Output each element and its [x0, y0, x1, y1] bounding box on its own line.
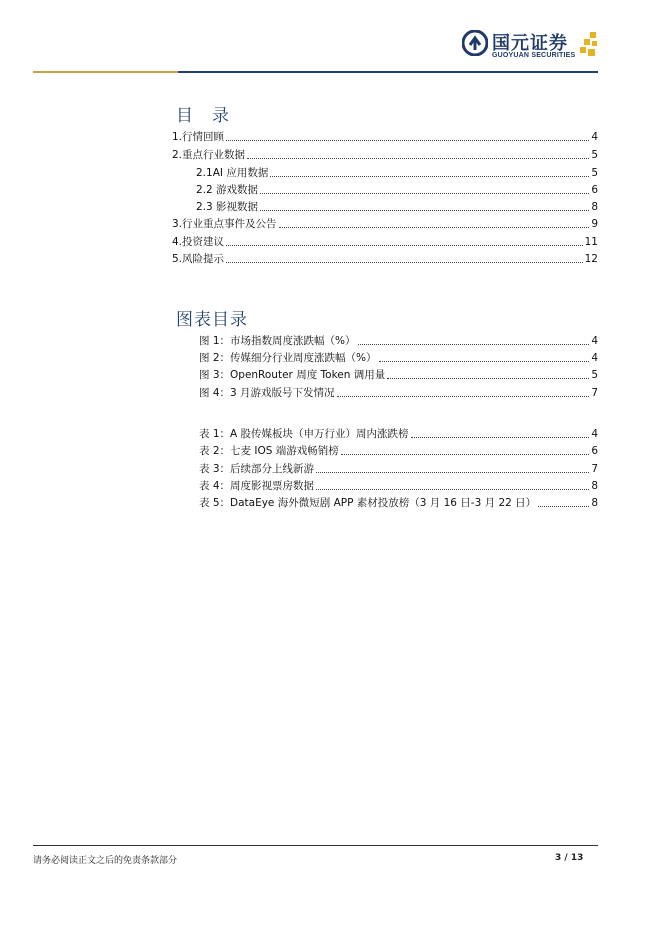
header-divider: [33, 71, 598, 73]
toc-leader: [411, 437, 590, 438]
figure-toc-item[interactable]: [199, 386, 598, 400]
toc-item[interactable]: [196, 166, 598, 180]
figure-label: 图 2：传媒细分行业周度涨跌幅（%）: [199, 352, 377, 364]
table-page: 4: [591, 428, 598, 440]
toc-leader: [260, 193, 589, 194]
toc-leader: [538, 506, 589, 507]
table-toc-item[interactable]: [199, 444, 598, 458]
table-page: 8: [591, 497, 598, 509]
toc-item-page: 6: [591, 184, 598, 196]
toc-item-label: 1.行情回顾: [172, 131, 225, 143]
table-label: 表 4：周度影视票房数据: [199, 480, 315, 492]
toc-item-page: 8: [591, 201, 598, 213]
toc-item-label: 5.风险提示: [172, 253, 225, 265]
toc-item[interactable]: [172, 217, 598, 231]
company-logo: [462, 28, 602, 66]
toc-item-page: 11: [584, 236, 598, 248]
table-page: 6: [591, 445, 598, 457]
table-toc-item[interactable]: [199, 496, 598, 510]
toc-leader: [316, 472, 589, 473]
figure-toc-item[interactable]: [199, 368, 598, 382]
toc-item-page: 5: [591, 167, 598, 179]
figure-label: 图 1：市场指数周度涨跌幅（%）: [199, 335, 356, 347]
toc-title: 目 录: [176, 106, 230, 126]
toc-item-page: 5: [591, 149, 598, 161]
table-label: 表 2：七麦 IOS 端游戏畅销榜: [199, 445, 339, 457]
table-toc-item[interactable]: [199, 427, 598, 441]
table-toc-item[interactable]: [199, 479, 598, 493]
toc-leader: [247, 158, 589, 159]
toc-leader: [279, 227, 590, 228]
toc-item[interactable]: [196, 200, 598, 214]
logo-english-name: GUOYUAN SECURITIES: [492, 52, 576, 59]
footer-divider: [33, 845, 598, 846]
toc-leader: [337, 396, 590, 397]
toc-leader: [341, 454, 590, 455]
toc-item-label: 2.重点行业数据: [172, 149, 246, 161]
toc-leader: [379, 361, 590, 362]
toc-item-label: 2.1AI 应用数据: [196, 167, 269, 179]
gold-squares-icon: [580, 32, 600, 58]
toc-item[interactable]: [172, 235, 598, 249]
toc-item-label: 3.行业重点事件及公告: [172, 218, 277, 230]
figure-toc-item[interactable]: [199, 351, 598, 365]
table-label: 表 3：后续部分上线新游: [199, 463, 315, 475]
figure-page: 4: [591, 352, 598, 364]
figure-page: 7: [591, 387, 598, 399]
toc-item-label: 2.2 游戏数据: [196, 184, 259, 196]
toc-leader: [387, 378, 589, 379]
figure-page: 5: [591, 369, 598, 381]
toc-leader: [358, 344, 590, 345]
toc-item-page: 4: [591, 131, 598, 143]
toc-item[interactable]: [196, 183, 598, 197]
table-toc-item[interactable]: [199, 462, 598, 476]
toc-item-page: 12: [584, 253, 598, 265]
toc-item-label: 2.3 影视数据: [196, 201, 259, 213]
figure-toc-item[interactable]: [199, 334, 598, 348]
figure-page: 4: [591, 335, 598, 347]
table-label: 表 5：DataEye 海外微短剧 APP 素材投放榜（3 月 16 日-3 月 22 日）: [199, 497, 537, 509]
toc-leader: [226, 140, 589, 141]
toc-item[interactable]: [172, 130, 598, 144]
toc-leader: [270, 176, 589, 177]
figure-label: 图 3：OpenRouter 周度 Token 调用量: [199, 369, 386, 381]
figure-label: 图 4：3 月游戏版号下发情况: [199, 387, 335, 399]
page-indicator: 3 / 13: [555, 853, 584, 863]
toc-item[interactable]: [172, 252, 598, 266]
table-page: 8: [591, 480, 598, 492]
table-page: 7: [591, 463, 598, 475]
footer-disclaimer: 请务必阅读正文之后的免责条款部分: [33, 856, 178, 866]
toc-item[interactable]: [172, 148, 598, 162]
toc-leader: [226, 245, 583, 246]
guoyuan-logo-icon: [462, 30, 488, 56]
toc-item-page: 9: [591, 218, 598, 230]
table-label: 表 1：A 股传媒板块（申万行业）周内涨跌榜: [199, 428, 409, 440]
figures-toc-title: 图表目录: [176, 310, 248, 330]
toc-leader: [316, 489, 589, 490]
toc-leader: [260, 210, 589, 211]
toc-leader: [226, 262, 583, 263]
toc-item-label: 4.投资建议: [172, 236, 225, 248]
logo-chinese-name: 国元证券: [492, 33, 568, 54]
